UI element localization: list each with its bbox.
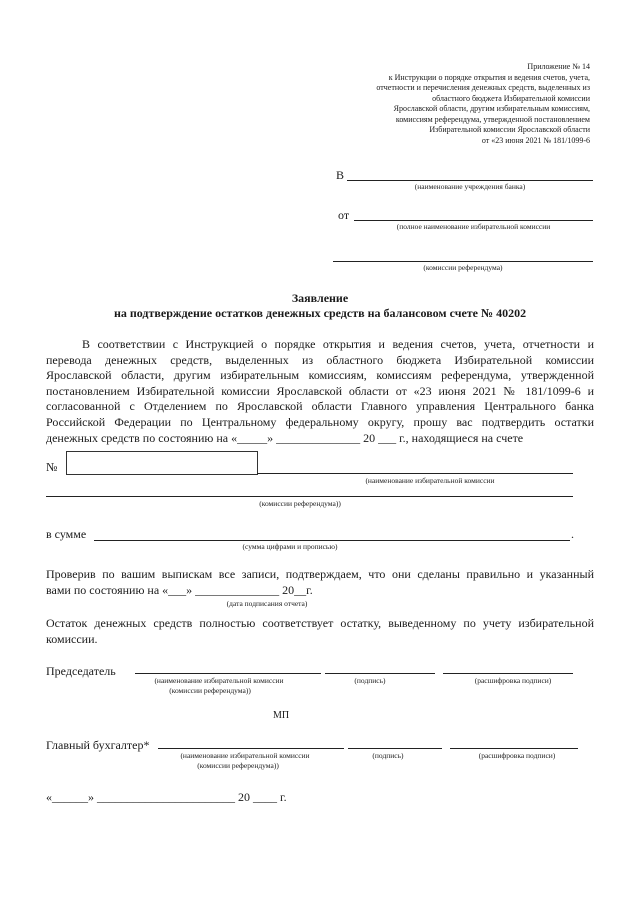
verify-line: вами по состоянию на «___» ______________ 20__г.: [46, 582, 313, 597]
commission-name-field[interactable]: [354, 220, 593, 221]
appendix-line: комиссиям референдума, утвержденной постановлением: [395, 114, 590, 124]
chairman-label: Председатель: [46, 664, 116, 678]
verify-line: Проверив по вашим выпискам все записи, подтверждаем, что они сделаны правильно и указанный: [46, 567, 594, 581]
body-line: В соответствии с Инструкцией о порядке открытия и ведения счетов, учета, отчетности и: [82, 337, 594, 351]
sum-caption: (сумма цифрами и прописью): [242, 542, 338, 551]
accountant-caption-sign: (подпись): [372, 751, 404, 760]
appendix-line: Ярославской области, другим избирательным комиссиям,: [393, 104, 590, 113]
appendix-line: к Инструкции о порядке открытия и ведения счетов, учета,: [388, 72, 590, 82]
chairman-decode-field[interactable]: [443, 673, 573, 674]
to-prefix: В: [336, 168, 345, 182]
appendix-header: [320, 62, 590, 146]
document-subtitle: на подтверждение остатков денежных средств на балансовом счете № 40202: [113, 306, 527, 320]
document-title: Заявление: [291, 291, 349, 305]
appendix-line: от «23 июня 2021 № 181/1099-6: [481, 135, 590, 145]
appendix-line: Приложение № 14: [527, 62, 590, 71]
sum-end: .: [571, 527, 574, 541]
body-line: Российской Федерации по Центральному федеральному округу, прошу вас подтвердить остатки: [46, 414, 594, 429]
chairman-signature-field[interactable]: [325, 673, 435, 674]
body-line: согласованной с Отделением по Ярославской области Главного управления Центрального банка: [46, 399, 594, 414]
verify-paragraph: [46, 567, 594, 598]
balance-line: Остаток денежных средств полностью соответствует остатку, выведенному по учету избирательной: [46, 616, 594, 630]
appendix-line: отчетности и перечисления денежных средств, выделенных из: [376, 83, 590, 92]
accountant-caption-name-2: (комиссии референдума)): [197, 761, 279, 770]
account-number-input[interactable]: [66, 451, 258, 475]
balance-paragraph: [46, 616, 594, 647]
stamp-place: МП: [273, 710, 290, 721]
accountant-signature-field[interactable]: [348, 748, 442, 749]
account-caption-1: (наименование избирательной комиссии: [365, 476, 495, 485]
referendum-commission-field[interactable]: [333, 261, 593, 262]
balance-line: комиссии.: [46, 631, 98, 646]
bank-name-caption: (наименование учреждения банка): [414, 182, 526, 191]
appendix-line: областного бюджета Избирательной комиссии: [432, 93, 590, 103]
sum-field[interactable]: [94, 540, 570, 541]
body-paragraph: [46, 337, 594, 446]
referendum-commission-caption: (комиссии референдума): [423, 263, 503, 272]
appendix-line: Избирательной комиссии Ярославской области: [429, 125, 590, 134]
body-line: денежных средств по состоянию на «_____» ______________ 20 ___ г., находящиеся на счете: [46, 430, 524, 445]
chairman-caption-name-2: (комиссии референдума)): [169, 686, 251, 695]
account-caption-2: (комиссии референдума)): [259, 499, 341, 508]
chairman-caption-name: (наименование избирательной комиссии: [154, 676, 284, 685]
accountant-decode-field[interactable]: [450, 748, 578, 749]
bank-name-field[interactable]: [347, 180, 593, 181]
account-referendum-field[interactable]: [46, 496, 573, 497]
verify-caption: (дата подписания отчета): [226, 599, 308, 608]
chairman-commission-field[interactable]: [135, 673, 321, 674]
account-number-label: №: [46, 460, 58, 474]
account-commission-field[interactable]: [257, 473, 573, 474]
accountant-caption-decode: (расшифровка подписи): [478, 751, 556, 760]
chairman-caption-decode: (расшифровка подписи): [474, 676, 552, 685]
body-line: постановлением Избирательной комиссии Ярославской области от «23 июня 2021 № 181/1099-6 и: [46, 383, 594, 398]
from-prefix: от: [338, 208, 350, 222]
body-line: Ярославской области, другим избирательным комиссиям, комиссиям референдума, утвержденной: [46, 368, 594, 383]
sum-label: в сумме: [46, 527, 87, 541]
accountant-caption-name: (наименование избирательной комиссии: [180, 751, 310, 760]
accountant-commission-field[interactable]: [158, 748, 344, 749]
body-line: перевода денежных средств, выделенных из областного бюджета Избирательной комиссии: [46, 352, 594, 367]
chairman-caption-sign: (подпись): [354, 676, 386, 685]
date-line[interactable]: «______» _______________________ 20 ____ г.: [46, 790, 287, 804]
commission-name-caption: (полное наименование избирательной комиссии: [396, 222, 551, 231]
accountant-label: Главный бухгалтер*: [46, 738, 150, 752]
